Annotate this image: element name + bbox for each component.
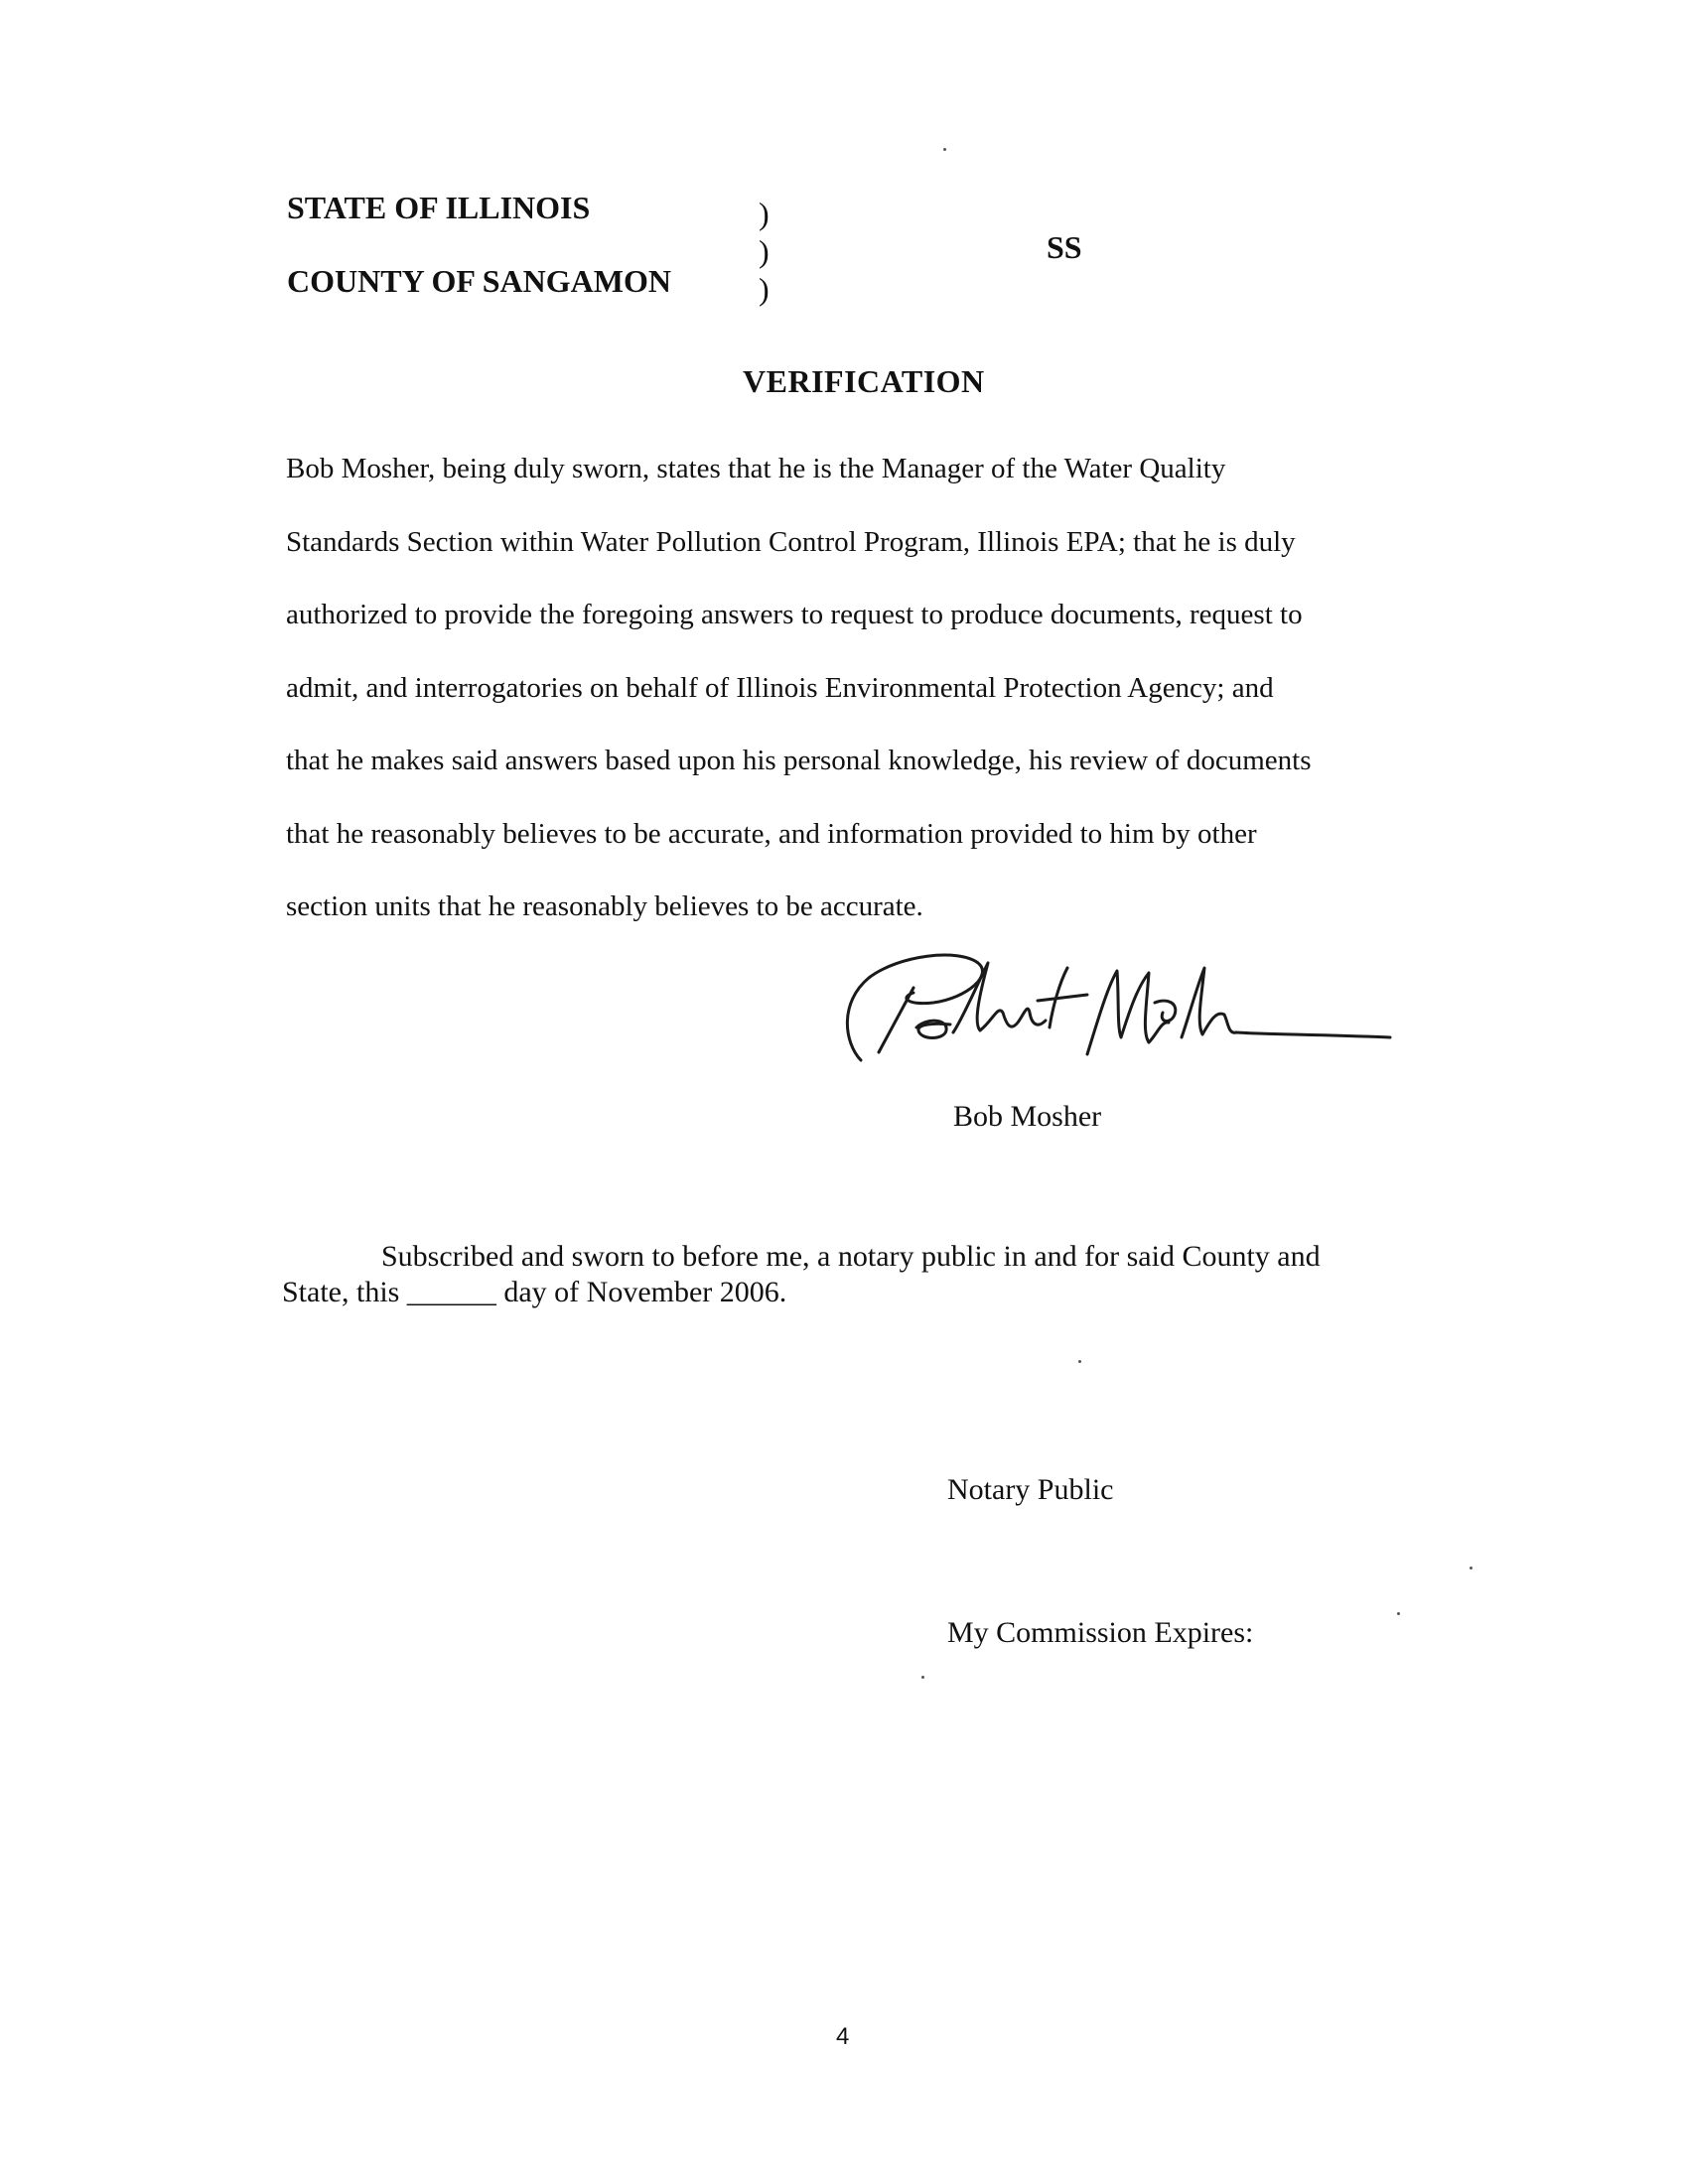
notary-line-2 <box>282 1275 1424 1310</box>
verification-body <box>286 433 1428 944</box>
notary-line-2-suffix: day of November 2006. <box>503 1276 787 1308</box>
notary-line-2-prefix: State, this <box>282 1276 400 1308</box>
body-line: that he makes said answers based upon his personal knowledge, his review of documents <box>286 745 1312 776</box>
body-line: Bob Mosher, being duly sworn, states that he is the Manager of the Water Quality <box>286 453 1226 484</box>
body-line: admit, and interrogatories on behalf of Illinois Environmental Protection Agency; and <box>286 671 1274 704</box>
notary-public-label: Notary Public <box>947 1473 1114 1506</box>
scan-speck <box>1470 1567 1473 1570</box>
page-number: 4 <box>836 2023 850 2050</box>
caption-state: STATE OF ILLINOIS <box>287 190 591 225</box>
commission-expires-label: My Commission Expires: <box>947 1616 1254 1649</box>
caption-paren-3: ) <box>759 271 770 307</box>
scan-speck <box>1397 1612 1400 1615</box>
verification-heading: VERIFICATION <box>743 363 985 399</box>
caption-ss: SS <box>1047 229 1082 265</box>
scan-speck <box>921 1676 924 1679</box>
notary-line-1: Subscribed and sworn to before me, a notary public in and for said County and <box>381 1240 1321 1273</box>
body-line: authorized to provide the foregoing answers to request to produce documents, request to <box>286 599 1303 630</box>
body-line: Standards Section within Water Pollution Control Program, Illinois EPA; that he is duly <box>286 525 1296 558</box>
signature-image <box>839 943 1395 1072</box>
caption-county: COUNTY OF SANGAMON <box>287 263 671 299</box>
signature-name: Bob Mosher <box>953 1100 1102 1133</box>
scan-speck <box>1078 1360 1081 1363</box>
caption-paren-2: ) <box>759 233 770 269</box>
notary-statement <box>282 1239 1424 1310</box>
scan-speck <box>943 148 946 151</box>
body-line: section units that he reasonably believes to be accurate. <box>286 890 923 922</box>
body-line: that he reasonably believes to be accurate, and information provided to him by other <box>286 817 1257 850</box>
notary-date-blank: ______ <box>406 1276 496 1308</box>
caption-paren-1: ) <box>759 196 770 231</box>
